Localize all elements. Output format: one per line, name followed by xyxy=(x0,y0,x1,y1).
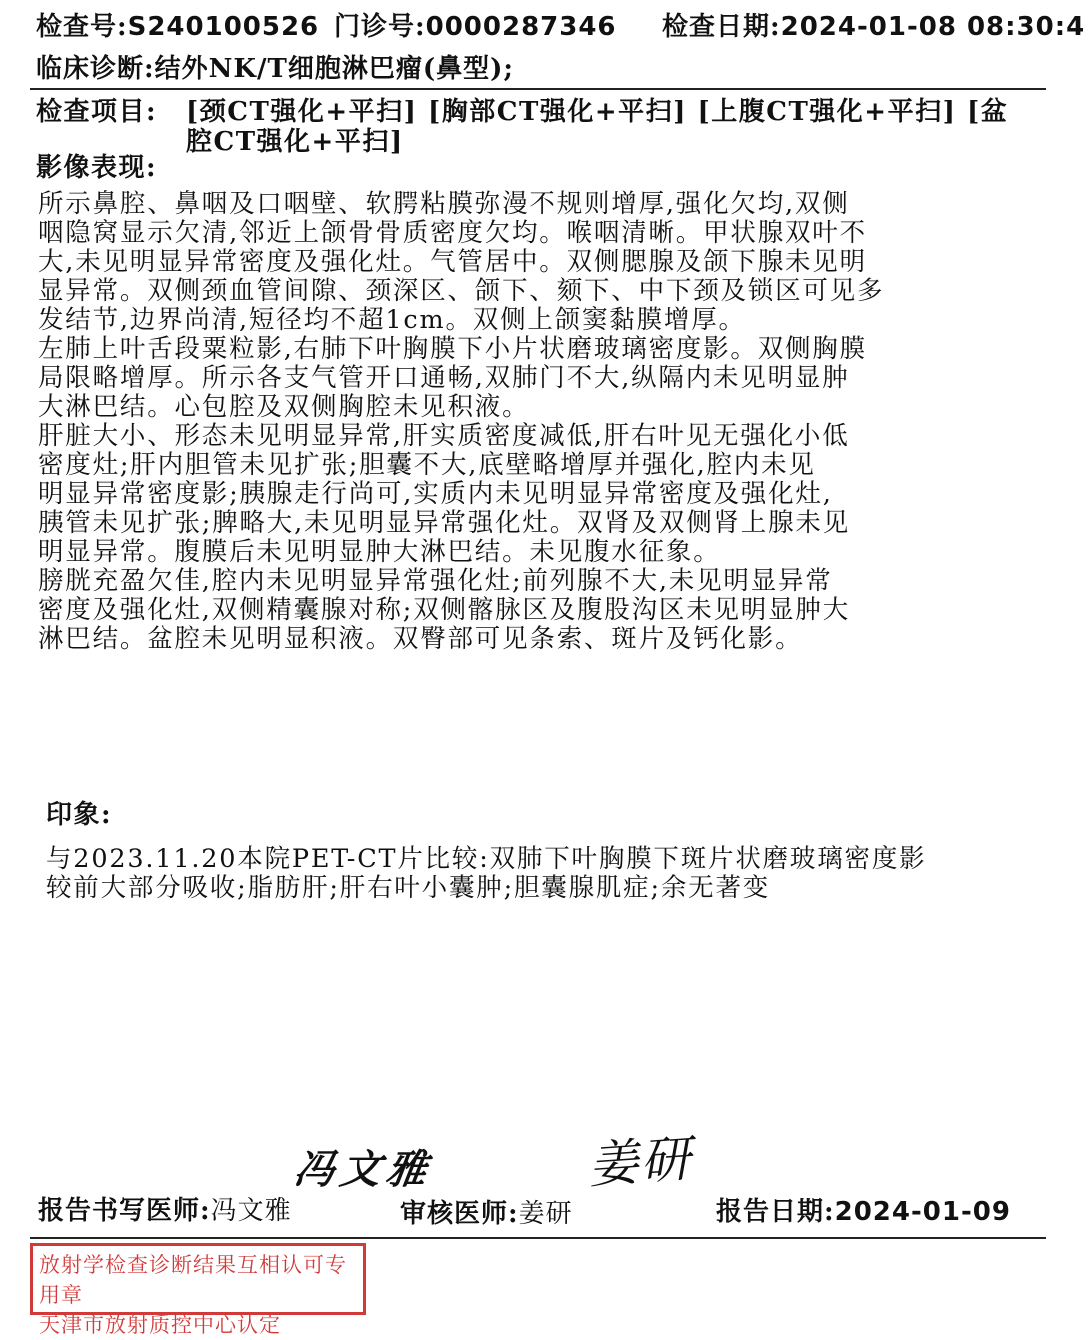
footer-divider xyxy=(30,1237,1046,1239)
findings-line: 膀胱充盈欠佳,腔内未见明显异常强化灶;前列腺不大,未见明显异常 xyxy=(38,566,833,596)
findings-line: 明显异常密度影;胰腺走行尚可,实质内未见明显异常密度及强化灶, xyxy=(38,479,833,509)
exam-date-value: 2024-01-08 08:30:4 xyxy=(780,12,1086,42)
report-date-value: 2024-01-09 xyxy=(834,1197,1011,1227)
clinical-diagnosis-value: 结外NK/T细胞淋巴瘤(鼻型); xyxy=(154,54,515,84)
report-date-label: 报告日期: xyxy=(716,1197,835,1227)
impression-line: 与2023.11.20本院PET-CT片比较:双肺下叶胸膜下斑片状磨玻璃密度影 xyxy=(46,844,927,874)
reviewer-signature: 姜研 xyxy=(586,1129,695,1195)
header-divider xyxy=(30,88,1046,90)
exam-number-value: S240100526 xyxy=(127,12,320,42)
report-writer-label: 报告书写医师: xyxy=(38,1196,211,1226)
findings-line: 密度及强化灶,双侧精囊腺对称;双侧髂脉区及腹股沟区未见明显肿大 xyxy=(38,595,850,625)
findings-label: 影像表现: xyxy=(36,153,158,183)
clinical-diagnosis xyxy=(36,48,514,85)
impression-text xyxy=(46,845,986,903)
clinic-number-label: 门诊号: xyxy=(334,12,426,42)
findings-line: 胰管未见扩张;脾略大,未见明显异常强化灶。双肾及双侧肾上腺未见 xyxy=(38,508,850,538)
findings-line: 左肺上叶舌段粟粒影,右肺下叶胸膜下小片状磨玻璃密度影。双侧胸膜 xyxy=(38,334,867,364)
exam-date xyxy=(662,6,1085,43)
exam-items-line-1: [颈CT强化+平扫] [胸部CT强化+平扫] [上腹CT强化+平扫] [盆 xyxy=(186,97,1009,127)
certification-stamp xyxy=(30,1243,366,1337)
reviewer xyxy=(400,1193,573,1230)
writer-signature: 冯文雅 xyxy=(291,1146,436,1193)
exam-items-line-2: 腔CT强化+平扫] xyxy=(186,127,404,157)
findings-line: 淋巴结。盆腔未见明显积液。双臀部可见条索、斑片及钙化影。 xyxy=(38,624,803,654)
findings-line: 显异常。双侧颈血管间隙、颈深区、颌下、颏下、中下颈及锁区可见多 xyxy=(38,276,885,306)
findings-line: 明显异常。腹膜后未见明显肿大淋巴结。未见腹水征象。 xyxy=(38,537,721,567)
exam-date-label: 检查日期: xyxy=(662,12,781,42)
findings-line: 咽隐窝显示欠清,邻近上颌骨骨质密度欠均。喉咽清晰。甲状腺双叶不 xyxy=(38,218,867,248)
exam-number xyxy=(36,6,319,43)
findings-line: 大,未见明显异常密度及强化灶。气管居中。双侧腮腺及颌下腺未见明 xyxy=(38,247,867,277)
stamp-line-1: 放射学检查诊断结果互相认可专用章 xyxy=(39,1253,347,1307)
reviewer-name: 姜研 xyxy=(518,1199,573,1229)
stamp-line-2: 天津市放射质控中心认定 xyxy=(39,1313,281,1337)
report-writer xyxy=(38,1190,292,1227)
findings-line: 所示鼻腔、鼻咽及口咽壁、软腭粘膜弥漫不规则增厚,强化欠均,双侧 xyxy=(38,189,850,219)
findings-line: 局限略增厚。所示各支气管开口通畅,双肺门不大,纵隔内未见明显肿 xyxy=(38,363,850,393)
impression-line: 较前大部分吸收;脂肪肝;肝右叶小囊肿;胆囊腺肌症;余无著变 xyxy=(46,873,771,903)
findings-line: 发结节,边界尚清,短径均不超1cm。双侧上颌窦黏膜增厚。 xyxy=(38,305,746,335)
findings-line: 大淋巴结。心包腔及双侧胸腔未见积液。 xyxy=(38,392,530,422)
findings-text xyxy=(38,190,978,654)
exam-items-label: 检查项目: xyxy=(36,97,158,127)
reviewer-label: 审核医师: xyxy=(400,1199,519,1229)
report-date xyxy=(716,1191,1011,1228)
findings-line: 密度灶;肝内胆管未见扩张;胆囊不大,底壁略增厚并强化,腔内未见 xyxy=(38,450,816,480)
exam-number-label: 检查号: xyxy=(36,12,128,42)
impression-label: 印象: xyxy=(46,800,113,830)
clinic-number-value: 0000287346 xyxy=(425,12,617,42)
clinic-number xyxy=(334,6,617,43)
report-writer-name: 冯文雅 xyxy=(210,1196,292,1226)
findings-line: 肝脏大小、形态未见明显异常,肝实质密度减低,肝右叶见无强化小低 xyxy=(38,421,850,451)
clinical-diagnosis-label: 临床诊断: xyxy=(36,54,155,84)
